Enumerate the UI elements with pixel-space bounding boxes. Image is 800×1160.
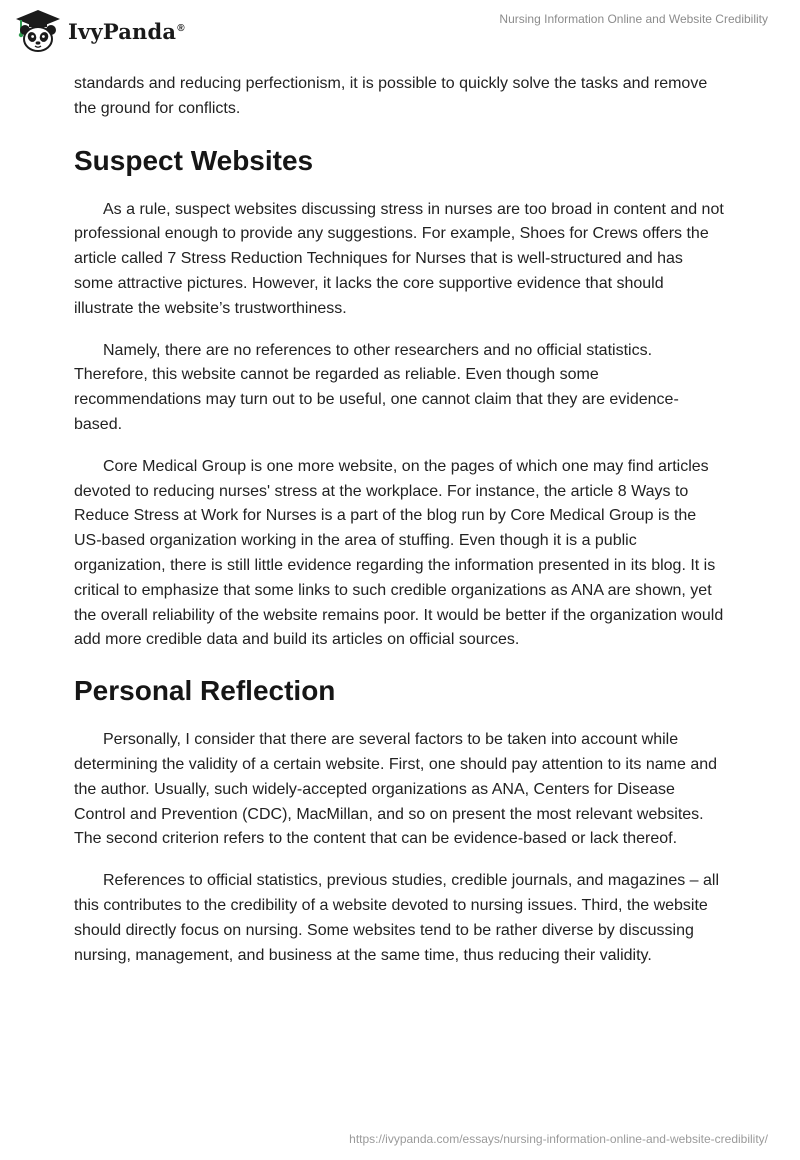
section-heading-suspect-websites: Suspect Websites xyxy=(74,144,314,176)
page-header xyxy=(0,0,800,66)
ivypanda-logo[interactable] xyxy=(14,8,185,52)
paragraph: Personally, I consider that there are several factors to be taken into account while determining the validity of a certain website. First, one should pay attention to its name and the author. Usually, such widely-accepted organizations as ANA, Centers for Disease Control and Prevention (CDC), MacMillan, and so on present the most relevant websites. The second criterion refers to the content that can be evidence-based or lack thereof. xyxy=(74,731,718,848)
panda-graduate-icon xyxy=(14,8,62,52)
paragraph: As a rule, suspect websites discussing stress in nurses are too broad in content and not professional enough to provide any suggestions. For example, Shoes for Crews offers the article called 7 Stress Reduction Techniques for Nurses that is well-structured and has some attractive pictures. However, it lacks the core supportive evidence that should illustrate the website’s trustworthiness. xyxy=(74,200,724,317)
paragraph: Core Medical Group is one more website, on the pages of which one may find articles devoted to reducing nurses' stress at the workplace. For instance, the article 8 Ways to Reduce Stress at Work for Nurses is a part of the blog run by Core Medical Group is the US-based organization working in the area of stuffing. Even though it is a public organization, there is still little evidence regarding the information presented in its blog. It is critical to emphasize that some links to such credible organizations as ANA are shown, yet the overall reliability of the website remains poor. It would be better if the organization would add more credible data and build its articles on official sources. xyxy=(74,457,724,649)
document-title: Nursing Information Online and Website Credibility xyxy=(499,12,768,26)
source-url[interactable]: https://ivypanda.com/essays/nursing-information-online-and-website-credibility/ xyxy=(349,1132,768,1146)
article-body xyxy=(74,72,724,985)
paragraph: Namely, there are no references to other researchers and no official statistics. Therefore, this website cannot be regarded as reliable. Even though some recommendations may turn out to be useful, one cannot claim that they are evidence-based. xyxy=(74,341,679,433)
logo-wordmark: IvyPanda® xyxy=(68,18,185,44)
section-heading-personal-reflection: Personal Reflection xyxy=(74,675,336,707)
paragraph: References to official statistics, previous studies, credible journals, and magazines – all this contributes to the credibility of a website devoted to nursing issues. Third, the website should directly focus on nursing. Some websites tend to be rather diverse by discussing nursing, management, and business at the same time, thus reducing their validity. xyxy=(74,872,720,964)
registered-mark: ® xyxy=(177,22,185,34)
intro-continuation-paragraph: standards and reducing perfectionism, it is possible to quickly solve the tasks and remove the ground for conflicts. xyxy=(74,75,708,117)
